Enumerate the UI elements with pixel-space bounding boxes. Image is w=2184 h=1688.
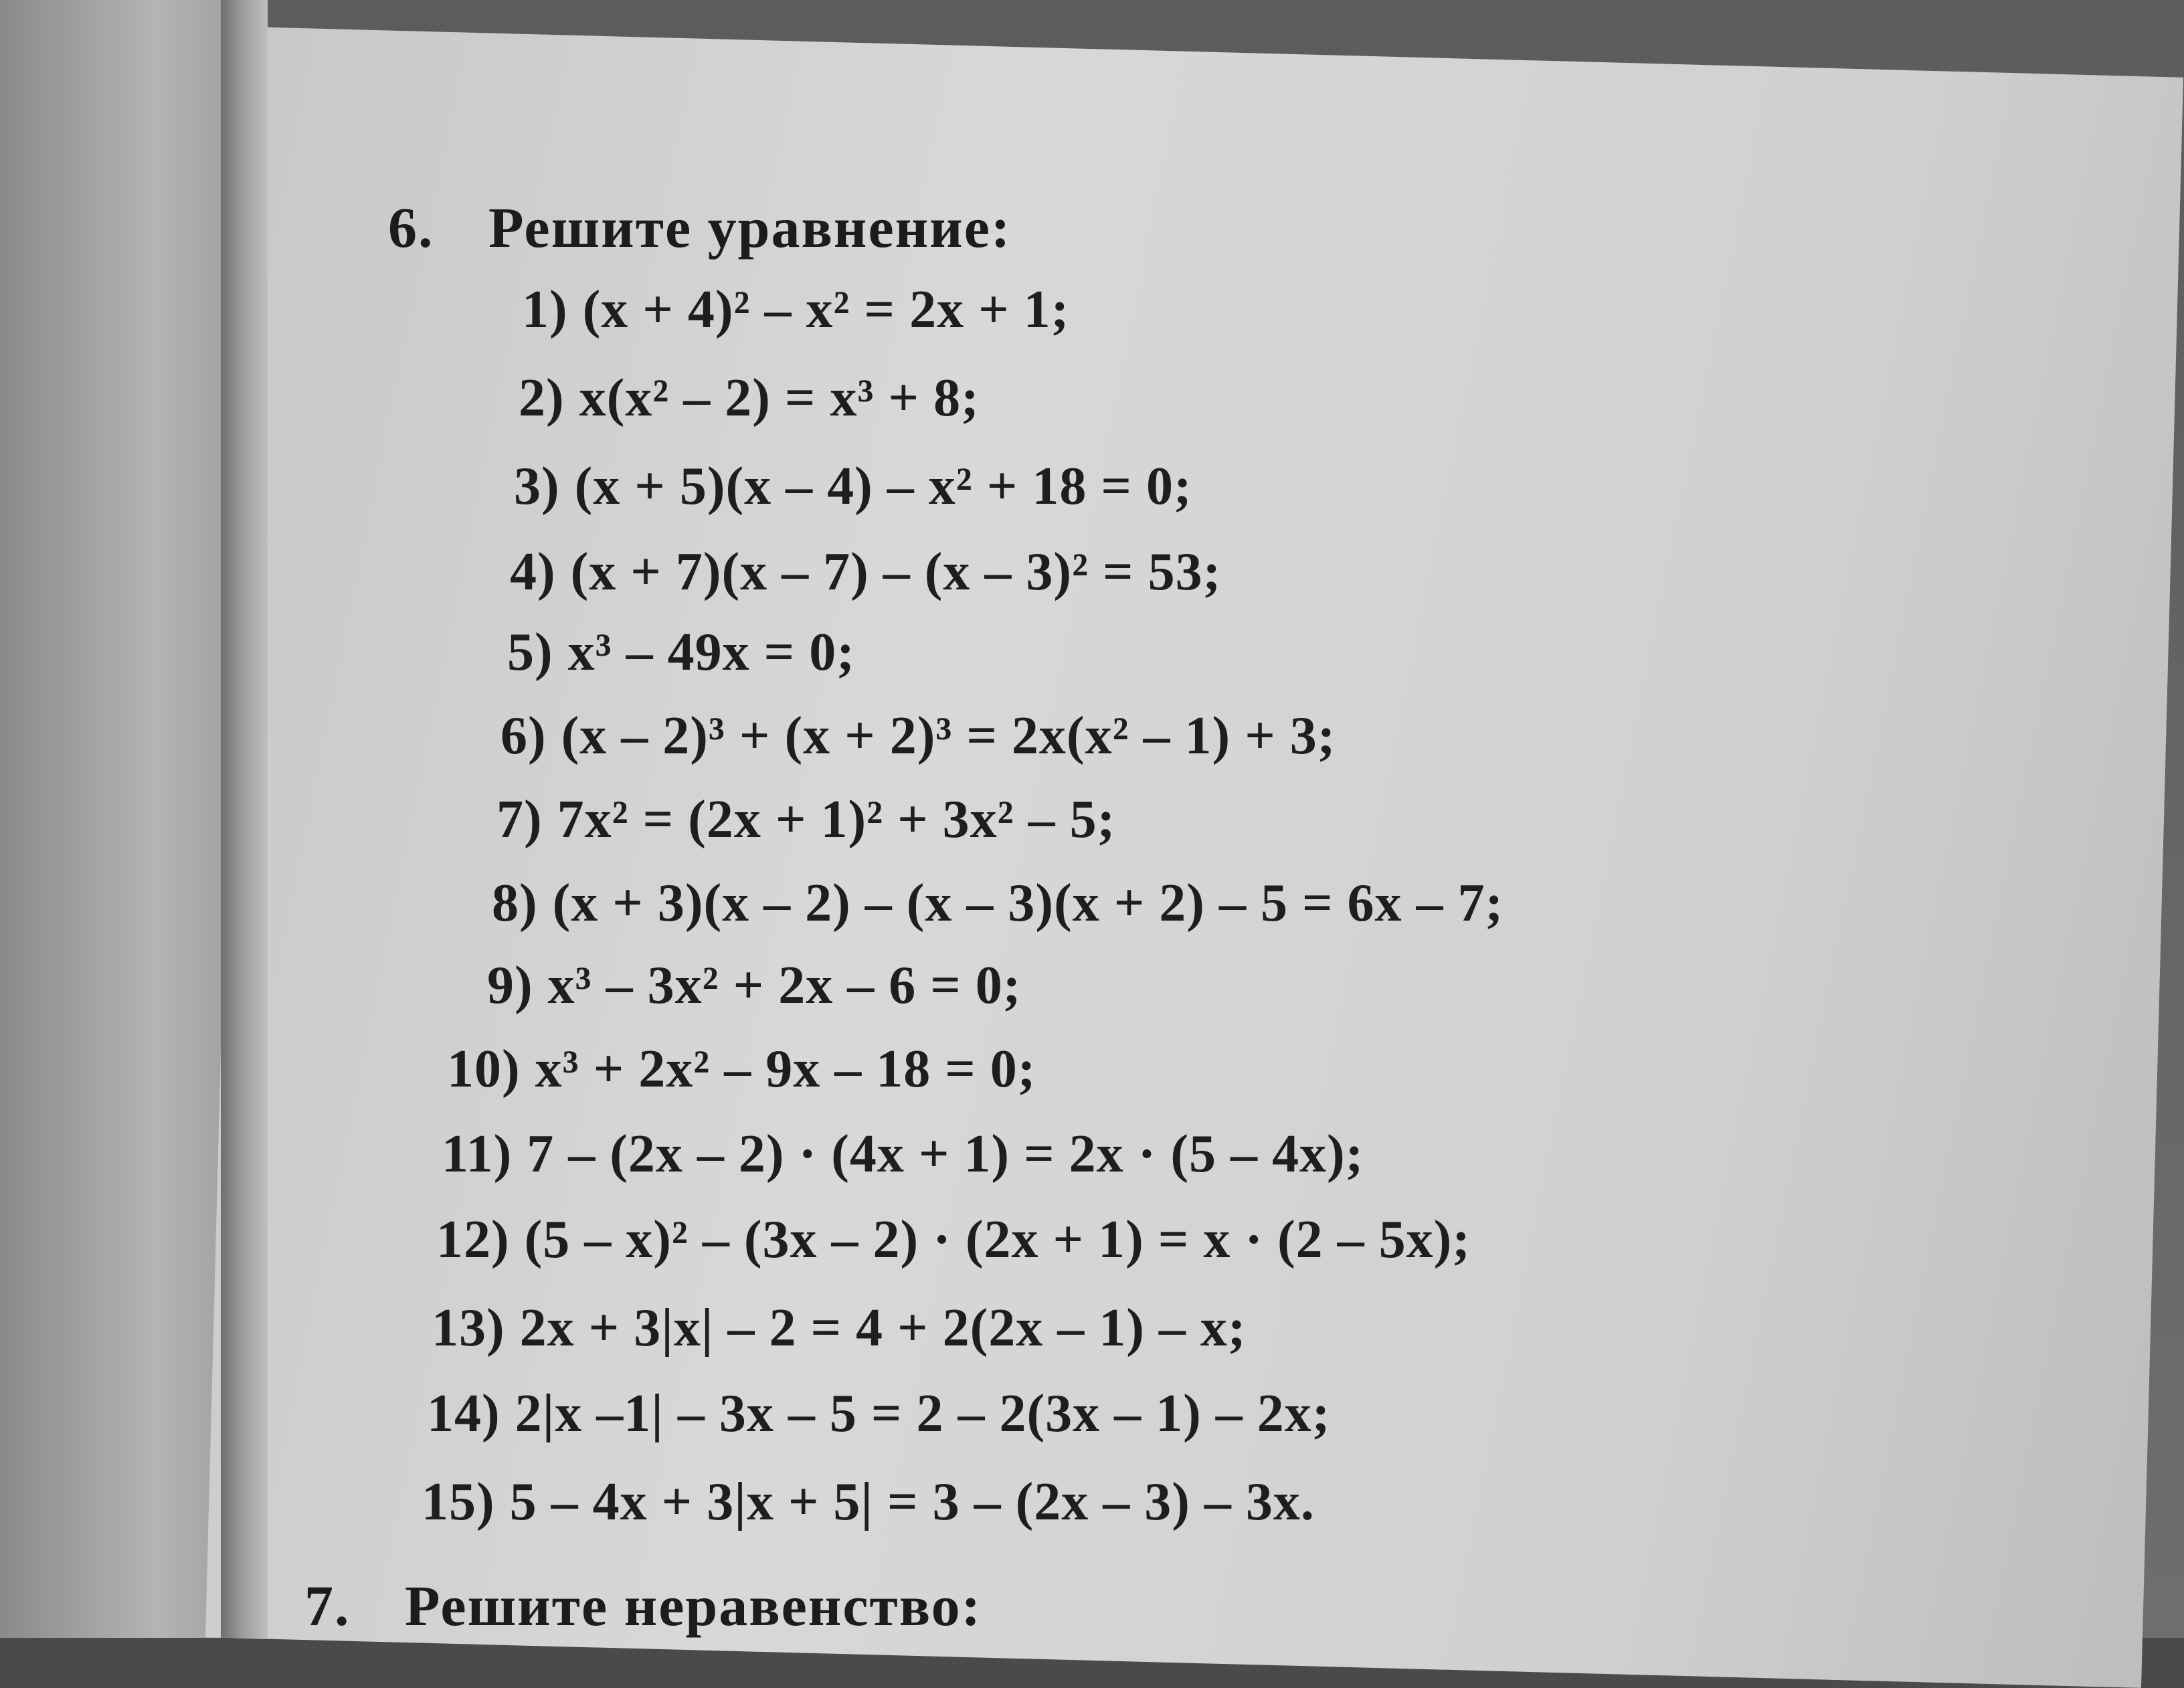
- task-7-title: Решите неравенство:: [405, 1574, 982, 1638]
- equation-4: [510, 542, 1221, 603]
- equation-number: 3): [514, 457, 560, 516]
- equation-number: 8): [492, 874, 538, 933]
- equation-14: [427, 1384, 1330, 1444]
- equation-1: [522, 280, 1069, 341]
- equation-8: [492, 873, 1504, 934]
- equation-5: [507, 622, 855, 683]
- task-6-heading: [388, 194, 1012, 261]
- equation-number: 4): [510, 543, 556, 601]
- equation-text: (x + 7)(x – 7) – (x – 3)² = 53;: [570, 543, 1222, 601]
- equation-number: 11): [442, 1125, 513, 1184]
- equation-10: [447, 1039, 1036, 1100]
- equation-number: 2): [519, 369, 565, 428]
- equation-12: [436, 1210, 1471, 1271]
- equation-9: [487, 955, 1021, 1016]
- equation-2: [519, 368, 980, 429]
- equation-text: 2x + 3|x| – 2 = 4 + 2(2x – 1) – x;: [519, 1299, 1247, 1357]
- equation-11: [442, 1124, 1364, 1185]
- equation-text: 5 – 4x + 3|x + 5| = 3 – (2x – 3) – 3x.: [509, 1473, 1315, 1531]
- equation-3: [514, 456, 1192, 517]
- equation-text: (5 – x)² – (3x – 2) · (2x + 1) = x · (2 – 5x);: [524, 1210, 1471, 1269]
- equation-number: 14): [427, 1384, 500, 1443]
- equation-number: 12): [436, 1210, 510, 1269]
- equation-text: 7 – (2x – 2) · (4x + 1) = 2x · (5 – 4x);: [527, 1125, 1364, 1184]
- equation-text: x³ – 3x² + 2x – 6 = 0;: [547, 956, 1022, 1015]
- equation-number: 10): [447, 1040, 521, 1099]
- equation-text: 7x² = (2x + 1)² + 3x² – 5;: [557, 790, 1116, 849]
- task-6-title: Решите уравнение:: [488, 195, 1012, 260]
- equation-15: [422, 1472, 1315, 1533]
- task-7-number: 7.: [304, 1574, 351, 1638]
- equation-number: 13): [432, 1299, 505, 1357]
- equation-number: 7): [496, 790, 543, 849]
- equation-13: [432, 1298, 1247, 1359]
- equation-6: [500, 706, 1336, 767]
- equation-text: 2|x –1| – 3x – 5 = 2 – 2(3x – 1) – 2x;: [515, 1384, 1331, 1443]
- equation-text: (x + 3)(x – 2) – (x – 3)(x + 2) – 5 = 6x – 7;: [552, 874, 1504, 933]
- equation-text: (x + 4)² – x² = 2x + 1;: [582, 280, 1070, 339]
- equation-text: x³ – 49x = 0;: [567, 623, 855, 682]
- equation-number: 15): [422, 1473, 495, 1531]
- equation-number: 6): [500, 707, 547, 765]
- equation-text: (x + 5)(x – 4) – x² + 18 = 0;: [574, 457, 1192, 516]
- equation-number: 5): [507, 623, 553, 682]
- task-7-heading: [304, 1572, 982, 1639]
- equation-number: 1): [522, 280, 568, 339]
- equation-number: 9): [487, 956, 533, 1015]
- equation-text: (x – 2)³ + (x + 2)³ = 2x(x² – 1) + 3;: [561, 707, 1336, 765]
- equation-text: x(x² – 2) = x³ + 8;: [579, 369, 980, 428]
- equation-text: x³ + 2x² – 9x – 18 = 0;: [535, 1040, 1036, 1099]
- task-6-number: 6.: [388, 195, 434, 260]
- equation-7: [496, 789, 1115, 850]
